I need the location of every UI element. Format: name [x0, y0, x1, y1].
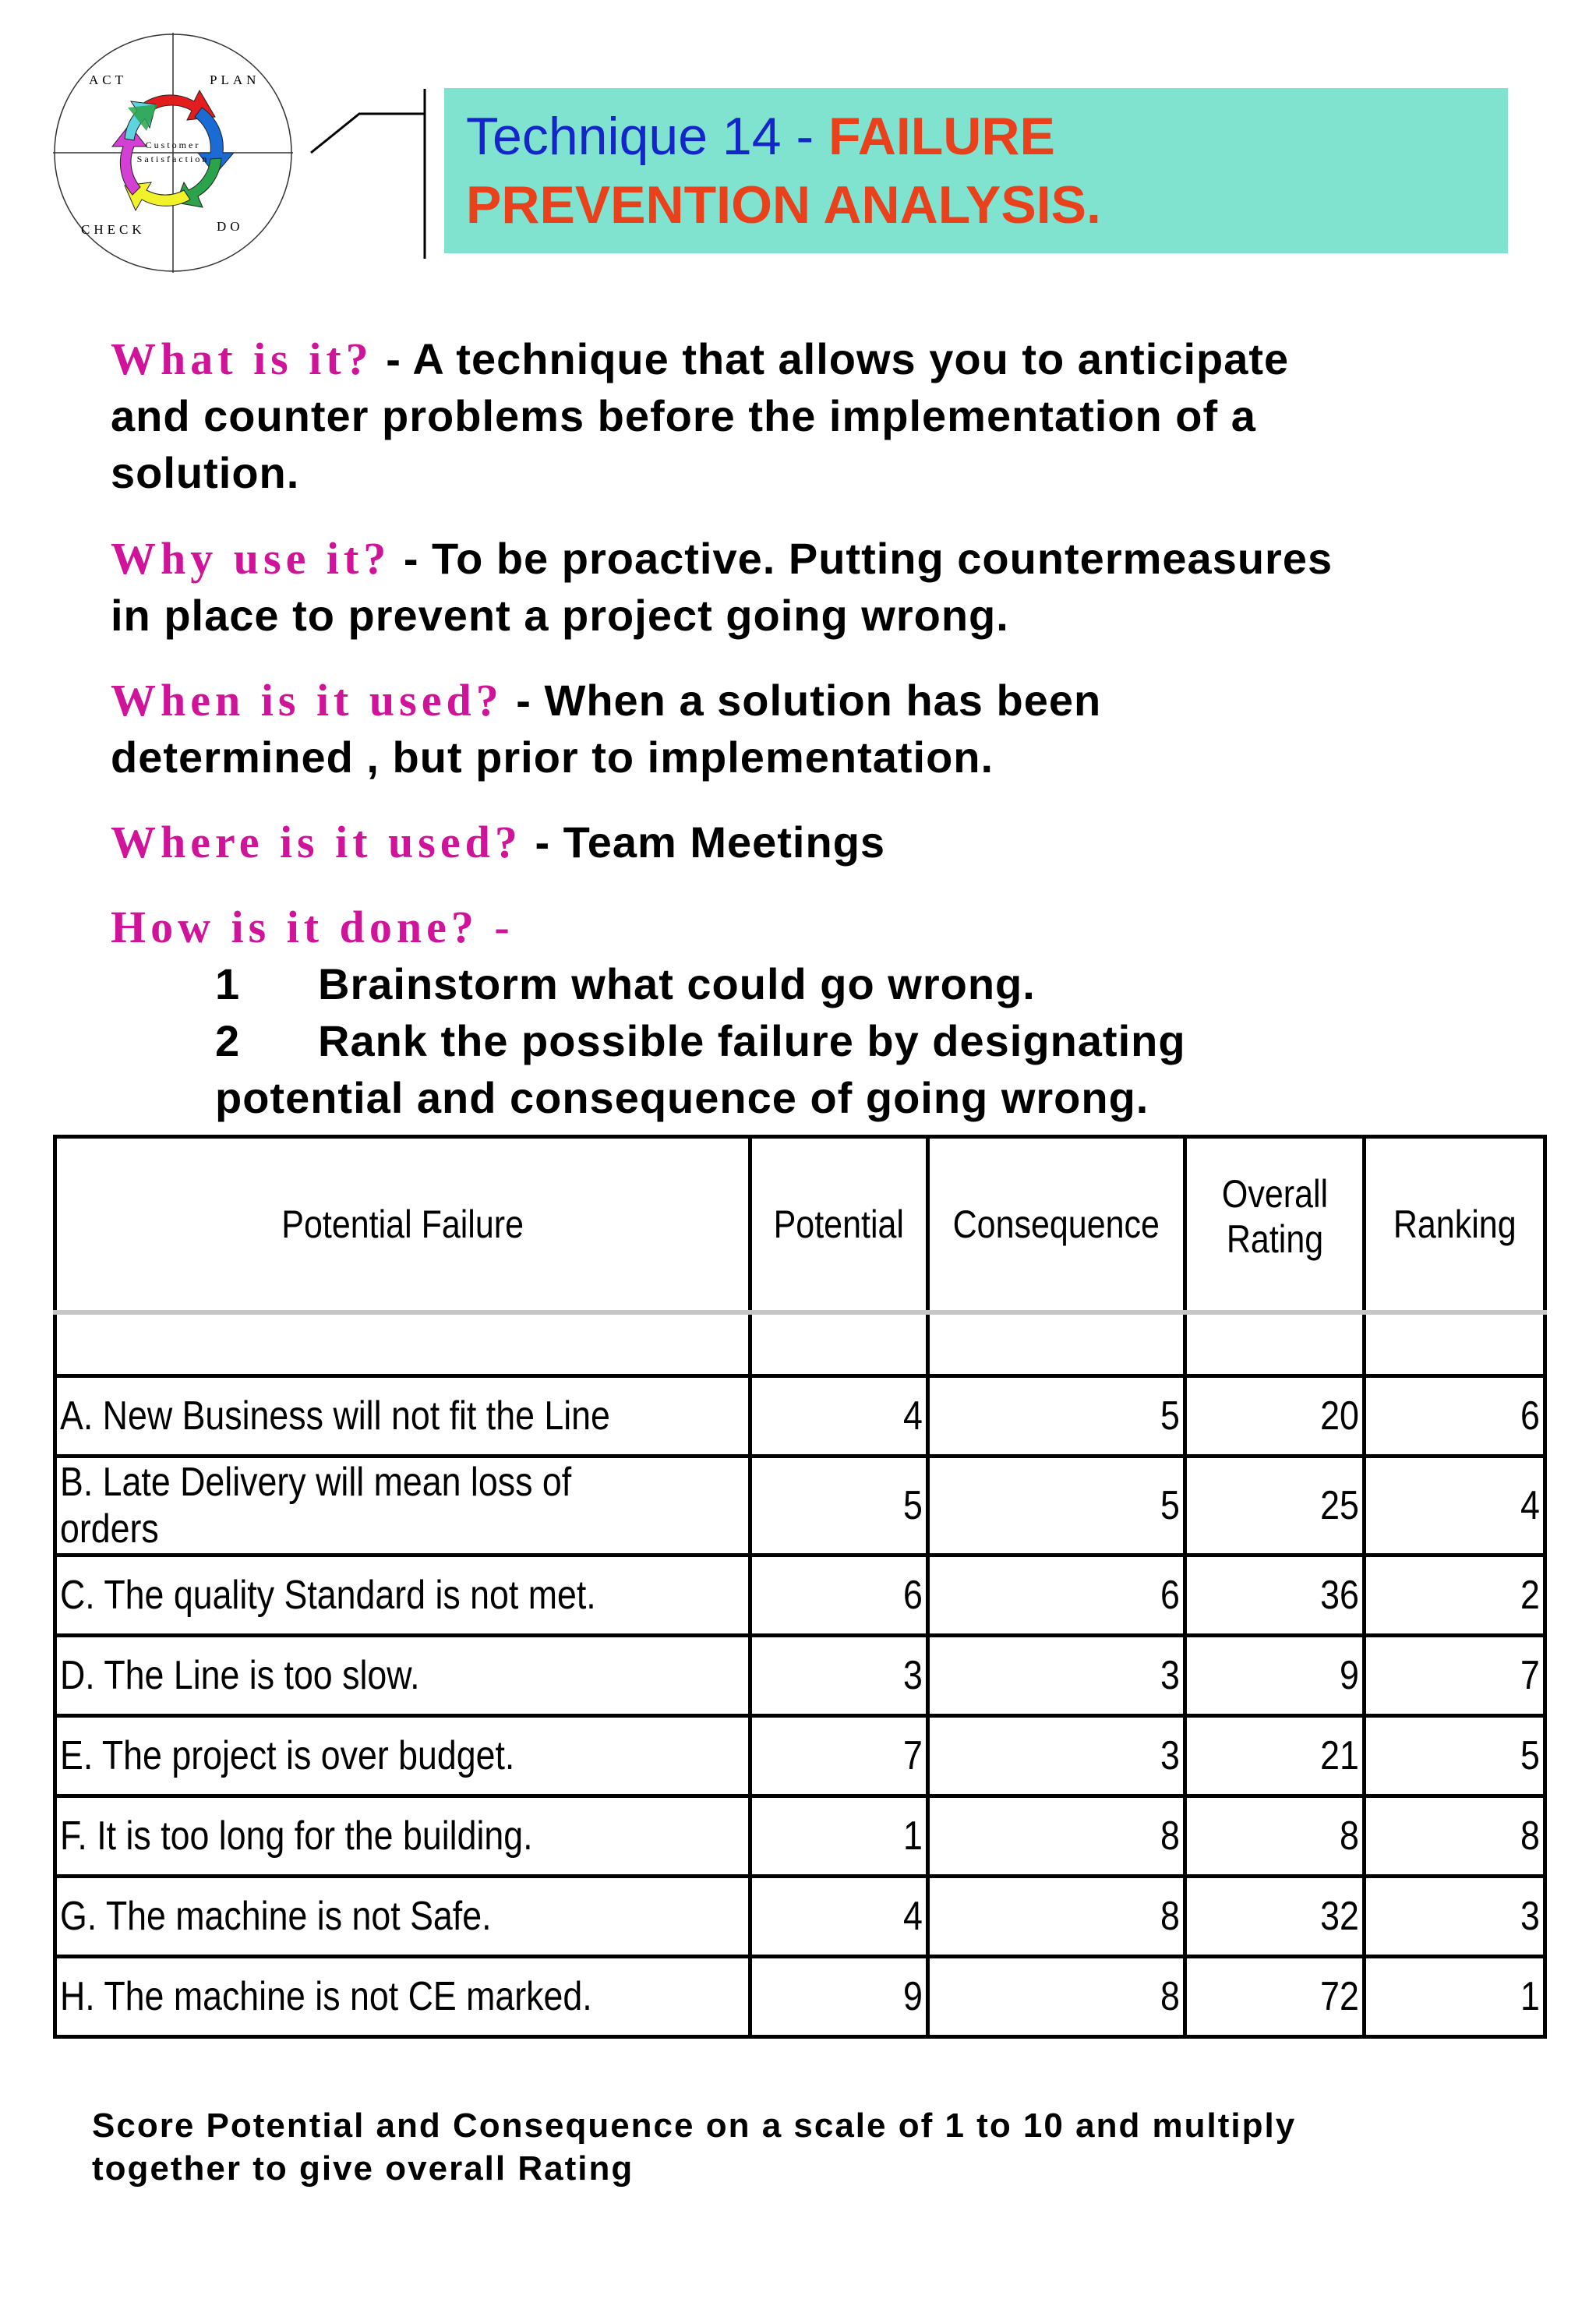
cell-text: 3: [903, 1653, 923, 1698]
cell-text: 1: [903, 1813, 923, 1859]
qa-where: [111, 814, 1537, 870]
question-why: Why use it?: [111, 533, 391, 584]
table-blank-row: [55, 1312, 1545, 1376]
answer-when-line1: - When a solution has been: [503, 676, 1102, 725]
step-1-text: Brainstorm what could go wrong.: [318, 959, 1036, 1008]
cell-text: 8: [1520, 1813, 1540, 1859]
answer-what-line1: - A technique that allows you to anticipate: [373, 334, 1290, 383]
steps-list: [215, 955, 1540, 1126]
cell-ranking: [1365, 1716, 1545, 1796]
cell-overall-rating: [1185, 1796, 1365, 1877]
cell-overall-rating: [1185, 1636, 1365, 1716]
cell-potential: [750, 1957, 928, 2037]
step-1: [215, 955, 1540, 1012]
cell-potential: [750, 1457, 928, 1556]
title-line-1: [466, 102, 1508, 171]
cell-text: 4: [1520, 1483, 1540, 1528]
cell-text: 1: [1520, 1974, 1540, 2019]
check-label: CHECK: [81, 222, 146, 237]
answer-what-line2: and counter problems before the implementation of a: [111, 391, 1256, 440]
header-overall-rating: Overall Rating: [1185, 1137, 1365, 1313]
cell-text: 7: [1520, 1653, 1540, 1698]
cell-overall-rating: [1185, 1716, 1365, 1796]
cell-potential: [750, 1376, 928, 1457]
cell-text: 8: [1160, 1974, 1180, 2019]
cell-text: 6: [903, 1573, 923, 1618]
question-when: When is it used?: [111, 675, 503, 726]
answer-where-line1: - Team Meetings: [521, 818, 886, 867]
cell-text: A. New Business will not fit the Line: [60, 1393, 610, 1439]
cell-text: 5: [1160, 1393, 1180, 1439]
cell-text: 5: [1520, 1733, 1540, 1778]
logo-center-line2: Satisfaction: [136, 154, 210, 164]
cell-potential-failure: [55, 1636, 750, 1716]
cell-text: 6: [1160, 1573, 1180, 1618]
step-2-continuation: potential and consequence of going wrong.: [215, 1073, 1149, 1122]
cell-consequence: [928, 1556, 1185, 1636]
cell-text: 3: [1160, 1733, 1180, 1778]
cell-potential-failure: [55, 1457, 750, 1556]
cell-text: 5: [1160, 1483, 1180, 1528]
qa-why: [111, 530, 1537, 644]
cell-potential-failure: [55, 1376, 750, 1457]
cell-overall-rating: [1185, 1457, 1365, 1556]
cell-text: 8: [1160, 1813, 1180, 1859]
qa-what: [111, 330, 1537, 501]
cell-overall-rating: [1185, 1957, 1365, 2037]
cell-text: B. Late Delivery will mean loss of orders: [60, 1460, 572, 1552]
cell-ranking: [1365, 1796, 1545, 1877]
cell-text: 7: [903, 1733, 923, 1778]
cell-text: F. It is too long for the building.: [60, 1813, 533, 1859]
cell-text: 2: [1520, 1573, 1540, 1618]
cell-potential: [750, 1877, 928, 1957]
plan-label: PLAN: [210, 72, 260, 87]
act-label: ACT: [89, 72, 127, 87]
cell-text: 6: [1520, 1393, 1540, 1439]
cell-overall-rating: [1185, 1556, 1365, 1636]
cell-consequence: [928, 1716, 1185, 1796]
table-row: [55, 1796, 1545, 1877]
cell-text: 21: [1320, 1733, 1359, 1778]
title-bold-2: PREVENTION ANALYSIS.: [466, 175, 1101, 235]
cell-consequence: [928, 1796, 1185, 1877]
qa-when: [111, 672, 1537, 786]
footer-line-2: together to give overall Rating: [92, 2149, 634, 2188]
step-1-number: 1: [215, 959, 241, 1008]
cell-text: 25: [1320, 1483, 1359, 1528]
cell-text: 9: [1340, 1653, 1359, 1698]
title-prefix: Technique 14 -: [466, 107, 828, 166]
step-2-text: Rank the possible failure by designating: [318, 1016, 1186, 1065]
header-potential-failure: Potential Failure: [55, 1137, 750, 1313]
answer-what-line3: solution.: [111, 448, 300, 497]
table-row: [55, 1716, 1545, 1796]
title-line-2: [466, 171, 1508, 239]
qa-how: [111, 899, 1537, 955]
cell-text: 8: [1340, 1813, 1359, 1859]
table-row: [55, 1457, 1545, 1556]
answer-when-line2: determined , but prior to implementation.: [111, 733, 994, 782]
cell-ranking: [1365, 1556, 1545, 1636]
cell-potential-failure: [55, 1796, 750, 1877]
cell-ranking: [1365, 1457, 1545, 1556]
answer-why-line1: - To be proactive. Putting countermeasures: [390, 534, 1333, 583]
title-bold-1: FAILURE: [828, 107, 1055, 166]
cell-text: 3: [1520, 1894, 1540, 1939]
header-consequence: Consequence: [928, 1137, 1185, 1313]
table-row: [55, 1636, 1545, 1716]
cell-text: 32: [1320, 1894, 1359, 1939]
cell-consequence: [928, 1457, 1185, 1556]
question-what: What is it?: [111, 334, 373, 384]
cell-potential: [750, 1716, 928, 1796]
cell-ranking: [1365, 1957, 1545, 2037]
table-row: [55, 1877, 1545, 1957]
logo-center-line1: Customer: [145, 139, 201, 150]
do-label: DO: [217, 219, 244, 234]
title-box: [444, 88, 1508, 253]
question-where: Where is it used?: [111, 817, 522, 867]
table-row: [55, 1556, 1545, 1636]
cell-text: 5: [903, 1483, 923, 1528]
cell-text: 3: [1160, 1653, 1180, 1698]
cell-text: D. The Line is too slow.: [60, 1653, 420, 1698]
cell-text: 72: [1320, 1974, 1359, 2019]
cell-potential-failure: [55, 1877, 750, 1957]
cell-text: 20: [1320, 1393, 1359, 1439]
cell-ranking: [1365, 1877, 1545, 1957]
cell-text: C. The quality Standard is not met.: [60, 1573, 596, 1618]
cell-consequence: [928, 1636, 1185, 1716]
cell-ranking: [1365, 1636, 1545, 1716]
table-row: [55, 1957, 1545, 2037]
cell-text: G. The machine is not Safe.: [60, 1894, 492, 1939]
header-ranking: Ranking: [1365, 1137, 1545, 1313]
cell-text: 9: [903, 1974, 923, 2019]
cell-potential: [750, 1636, 928, 1716]
cell-text: 8: [1160, 1894, 1180, 1939]
cell-overall-rating: [1185, 1877, 1365, 1957]
cell-text: 4: [903, 1894, 923, 1939]
cell-consequence: [928, 1376, 1185, 1457]
cell-potential: [750, 1556, 928, 1636]
cell-text: E. The project is over budget.: [60, 1733, 515, 1778]
connector-line: [308, 84, 433, 263]
question-how: How is it done? -: [111, 902, 514, 952]
footer-line-1: Score Potential and Consequence on a scale of 1 to 10 and multiply: [92, 2106, 1297, 2145]
failure-table: [53, 1135, 1543, 2039]
cell-consequence: [928, 1957, 1185, 2037]
table-row: [55, 1376, 1545, 1457]
cell-text: H. The machine is not CE marked.: [60, 1974, 592, 2019]
header-potential: Potential: [750, 1137, 928, 1313]
step-2-number: 2: [215, 1016, 241, 1065]
step-2: [215, 1012, 1540, 1069]
cell-text: 4: [903, 1393, 923, 1439]
pdca-cycle-logo: [50, 30, 296, 276]
cell-potential-failure: [55, 1957, 750, 2037]
footer-note: [92, 2104, 1534, 2190]
cell-potential-failure: [55, 1716, 750, 1796]
cell-consequence: [928, 1877, 1185, 1957]
cell-text: 36: [1320, 1573, 1359, 1618]
cell-overall-rating: [1185, 1376, 1365, 1457]
cell-potential-failure: [55, 1556, 750, 1636]
cell-ranking: [1365, 1376, 1545, 1457]
table-header-row: [55, 1137, 1545, 1313]
cell-potential: [750, 1796, 928, 1877]
answer-why-line2: in place to prevent a project going wrong.: [111, 591, 1009, 640]
